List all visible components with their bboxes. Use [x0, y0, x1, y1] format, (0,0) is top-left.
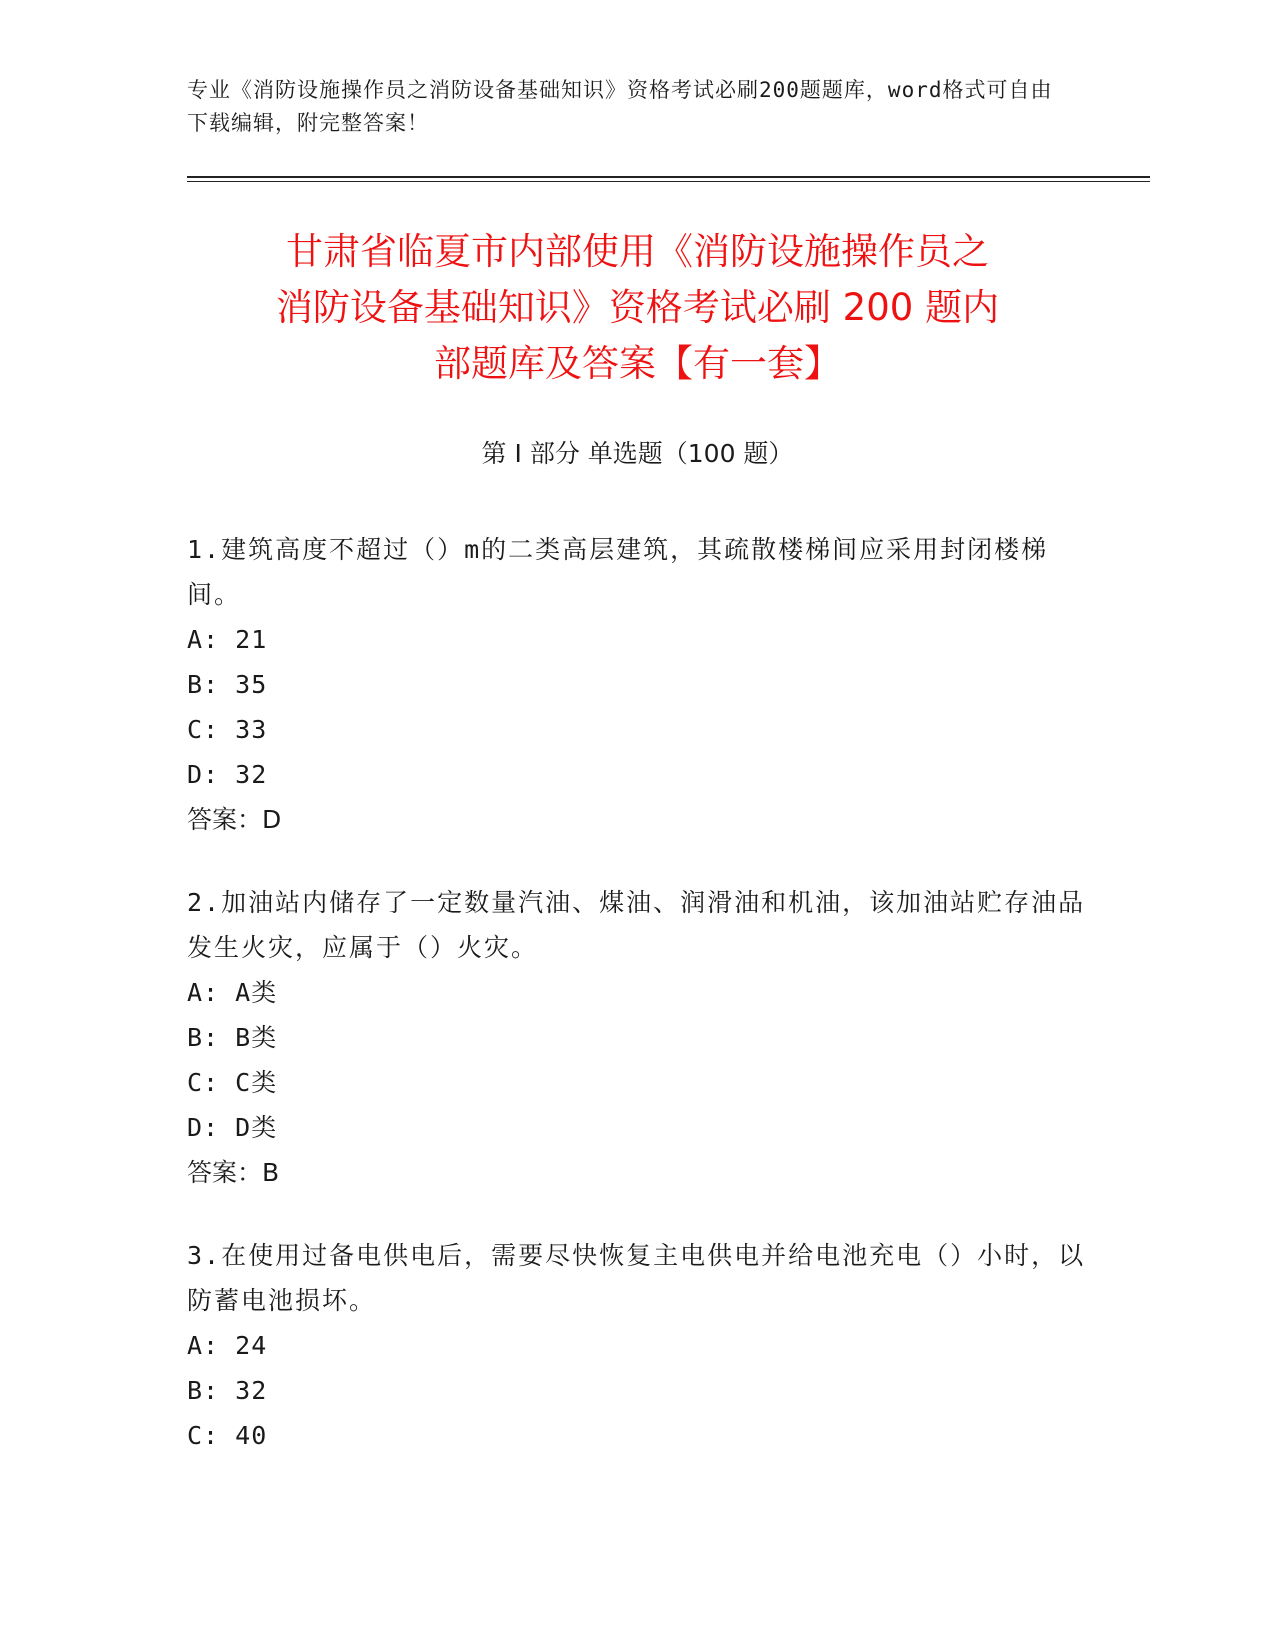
- question-stem: 3.在使用过备电供电后，需要尽快恢复主电供电并给电池充电（）小时，以防蓄电池损坏。: [187, 1241, 1086, 1315]
- option-b: B: 35: [187, 670, 268, 699]
- question-stem: 1.建筑高度不超过（）m的二类高层建筑，其疏散楼梯间应采用封闭楼梯间。: [187, 535, 1049, 609]
- option-c: C: 33: [187, 715, 268, 744]
- question-stem: 2.加油站内储存了一定数量汽油、煤油、润滑油和机油，该加油站贮存油品发生火灾，应属于（）火灾。: [187, 888, 1086, 962]
- option-b: B: B类: [187, 1023, 278, 1052]
- header-divider-thin: [187, 181, 1150, 182]
- title-line-2: 消防设备基础知识》资格考试必刷 200 题内: [275, 286, 1000, 329]
- header-note: 专业《消防设施操作员之消防设备基础知识》资格考试必刷200题题库，word格式可自由下载编辑，附完整答案！: [187, 78, 1053, 135]
- section-heading: 第 I 部分 单选题（100 题）: [481, 439, 794, 468]
- question-3: [187, 1233, 1087, 1458]
- option-b: B: 32: [187, 1376, 268, 1405]
- option-d: D: 32: [187, 760, 268, 789]
- question-1: [187, 527, 1087, 842]
- option-d: D: D类: [187, 1113, 278, 1142]
- question-list: [187, 527, 1087, 1496]
- title-line-1: 甘肃省临夏市内部使用《消防设施操作员之: [286, 230, 989, 273]
- option-a: A: 21: [187, 625, 268, 654]
- option-c: C: C类: [187, 1068, 278, 1097]
- option-c: C: 40: [187, 1421, 268, 1450]
- option-a: A: 24: [187, 1331, 268, 1360]
- option-a: A: A类: [187, 978, 278, 1007]
- document-title: [0, 224, 1275, 392]
- answer: 答案：B: [187, 1158, 280, 1187]
- question-2: [187, 880, 1087, 1195]
- header-divider-thick: [187, 176, 1150, 178]
- answer: 答案：D: [187, 805, 282, 834]
- title-line-3: 部题库及答案【有一套】: [434, 342, 841, 385]
